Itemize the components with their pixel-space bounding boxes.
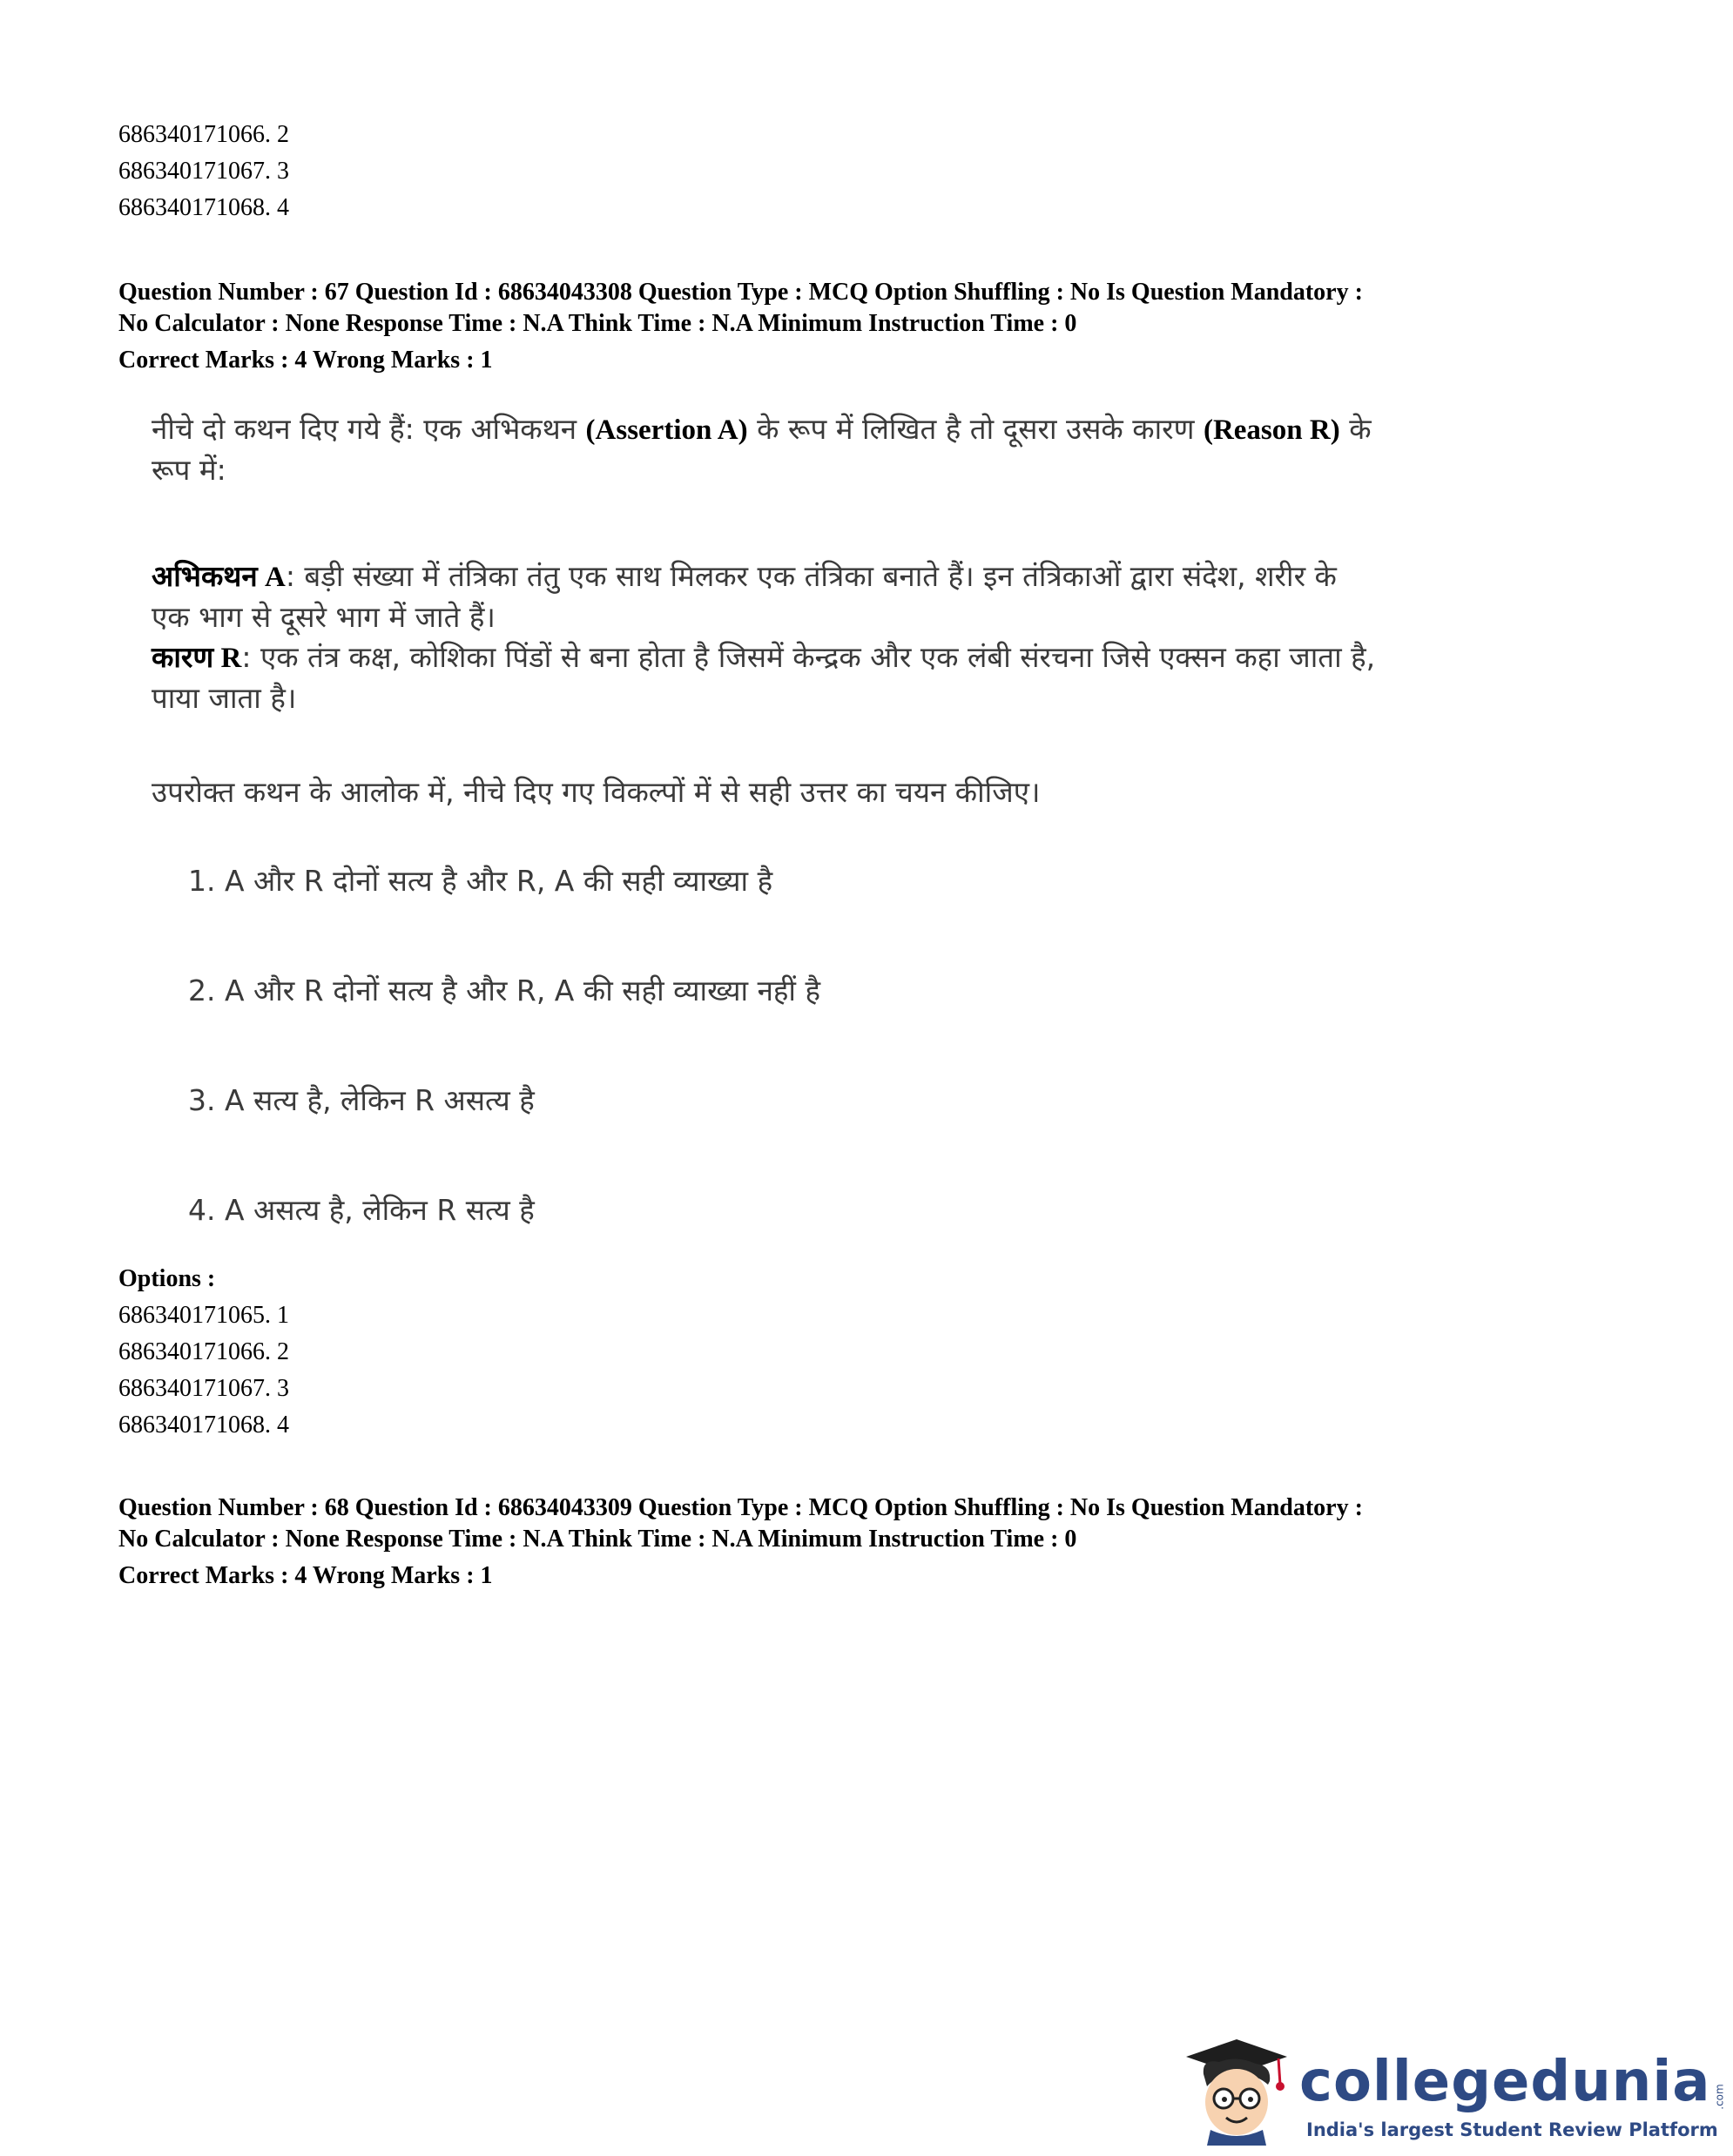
q67-intro-line2: रूप में: — [152, 453, 226, 487]
brand-com: .com — [1714, 2084, 1727, 2110]
q67-intro: नीचे दो कथन दिए गये हैं: एक अभिकथन (Assertion A) के रूप में लिखित है तो दूसरा उसके कारण (Reason R) के — [152, 412, 1372, 446]
q67-marks: Correct Marks : 4 Wrong Marks : 1 — [118, 347, 493, 374]
reason-tag: (Reason R) — [1203, 414, 1340, 446]
option-line: 686340171068. 4 — [118, 1412, 289, 1438]
q67-meta — [118, 277, 1555, 376]
q67-choice-1: 1. A और R दोनों सत्य है और R, A की सही व्याख्या है — [188, 864, 773, 898]
prev-options — [118, 117, 289, 226]
option-line: 686340171068. 4 — [118, 194, 289, 221]
q67-assertion: अभिकथन A: बड़ी संख्या में तंत्रिका तंतु एक साथ मिलकर एक तंत्रिका बनाते हैं। इन तंत्रिकाओं द्वारा संदेश, शरीर के एक भाग से दूसरे भाग में जाते हैं। — [152, 559, 1337, 634]
q67-reason: कारण R: एक तंत्र कक्ष, कोशिका पिंडों से बना होता है जिसमें केन्द्रक और एक लंबी संरचना जिसे एक्सन कहा जाता है, पाया जाता है। — [152, 640, 1376, 715]
q67-options — [118, 1261, 289, 1444]
q67-meta-line2: No Calculator : None Response Time : N.A Think Time : N.A Minimum Instruction Time : 0 — [118, 310, 1077, 337]
q68-meta — [118, 1492, 1555, 1592]
option-line: 686340171066. 2 — [118, 1338, 289, 1365]
options-label: Options : — [118, 1265, 216, 1292]
option-line: 686340171067. 3 — [118, 158, 289, 185]
q68-meta-line2: No Calculator : None Response Time : N.A Think Time : N.A Minimum Instruction Time : 0 — [118, 1526, 1077, 1553]
reason-label: कारण — [152, 640, 214, 674]
option-line: 686340171065. 1 — [118, 1302, 289, 1329]
q67-question-body — [152, 409, 1493, 812]
q68-meta-line1: Question Number : 68 Question Id : 68634043309 Question Type : MCQ Option Shuffling : No Is Question Mandatory : — [118, 1494, 1363, 1521]
q67-meta-line1: Question Number : 67 Question Id : 68634043308 Question Type : MCQ Option Shuffling : No Is Question Mandatory : — [118, 279, 1363, 306]
option-line: 686340171067. 3 — [118, 1375, 289, 1402]
q67-instruction: उपरोक्त कथन के आलोक में, नीचे दिए गए विकल्पों में से सही उत्तर का चयन कीजिए। — [152, 775, 1041, 809]
brand-name: collegedunia — [1299, 2050, 1711, 2114]
option-line: 686340171066. 2 — [118, 121, 289, 148]
logo-brand — [1299, 2050, 1733, 2114]
assertion-label: अभिकथन — [152, 559, 258, 593]
q67-choice-4: 4. A असत्य है, लेकिन R सत्य है — [188, 1193, 535, 1227]
q68-marks: Correct Marks : 4 Wrong Marks : 1 — [118, 1562, 493, 1589]
collegedunia-logo — [1184, 2032, 1727, 2146]
q67-choice-3: 3. A सत्य है, लेकिन R असत्य है — [188, 1083, 535, 1117]
assertion-tag: (Assertion A) — [585, 414, 748, 446]
q67-choice-2: 2. A और R दोनों सत्य है और R, A की सही व्याख्या नहीं है — [188, 974, 820, 1007]
logo-tagline: India's largest Student Review Platform — [1306, 2119, 1718, 2140]
mascot-icon — [1184, 2032, 1298, 2146]
